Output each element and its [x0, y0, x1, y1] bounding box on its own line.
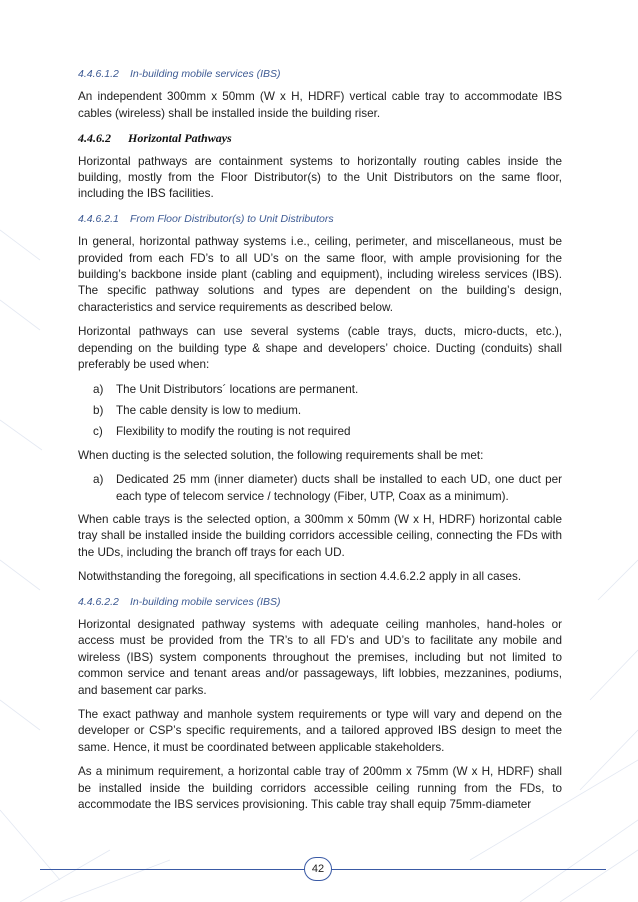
paragraph: Horizontal pathways are containment systems to horizontally routing cables inside the building, mostly from the Floor Distributor(s) to the Unit Distributors on the same floor, including the IBS facilities. [78, 154, 562, 201]
list-marker: c) [93, 425, 103, 439]
paragraph: An independent 300mm x 50mm (W x H, HDRF) vertical cable tray to accommodate IBS cables (wireless) shall be installed inside the building riser. [78, 90, 562, 120]
list-item [78, 382, 562, 398]
list-marker: a) [93, 473, 104, 487]
paragraph: The exact pathway and manhole system requirements or type will vary and depend on the developer or CSP’s specific requirements, and a tailored approved IBS design to meet the same. Hence, it must be coordinated between applicable stakeholders. [78, 708, 562, 754]
section-heading [78, 594, 562, 610]
ordered-list [78, 382, 562, 441]
section-heading [78, 66, 562, 82]
section-heading [78, 130, 562, 146]
page-number: 42 [304, 857, 332, 881]
list-marker: a) [93, 382, 104, 396]
list-item-text: The Unit Distributors´ locations are permanent. [116, 382, 359, 396]
section-number: 4.4.6.1.2 [78, 68, 119, 80]
paragraph: Horizontal designated pathway systems with adequate ceiling manholes, hand-holes or access must be provided from the TR’s to all FD’s and UD’s to facilitate any mobile and wireless (IBS) system components throughout the premises, including but not limited to common service and tenant areas and/or passageways, lift lobbies, mezzanines, podiums, and basement car parks. [78, 617, 562, 697]
paragraph: When ducting is the selected solution, the following requirements shall be met: [78, 448, 484, 462]
section-title: Horizontal Pathways [128, 131, 232, 146]
list-item [78, 472, 562, 505]
list-item [78, 424, 562, 440]
section-title: In-building mobile services (IBS) [130, 68, 281, 80]
list-item [78, 403, 562, 419]
section-number: 4.4.6.2 [78, 131, 111, 146]
paragraph: Notwithstanding the foregoing, all specifications in section 4.4.6.2.2 apply in all cases. [78, 570, 522, 584]
list-item-text: Dedicated 25 mm (inner diameter) ducts shall be installed to each UD, one duct per each type of telecom service / technology (Fiber, UTP, Coax as a minimum). [116, 473, 562, 503]
paragraph: As a minimum requirement, a horizontal cable tray of 200mm x 75mm (W x H, HDRF) shall be installed inside the building corridors accessible ceiling running from the FDs, to accommodate the IBS services provisioning. This cable tray shall equip 75mm-diameter [78, 765, 562, 812]
list-item-text: The cable density is low to medium. [116, 403, 302, 417]
list-item-text: Flexibility to modify the routing is not required [116, 425, 351, 439]
paragraph: Horizontal pathways can use several systems (cable trays, ducts, micro-ducts, etc.), depending on the building type & shape and developers’ choice. Ducting (conduits) shall preferably be used when: [78, 325, 562, 372]
section-number: 4.4.6.2.1 [78, 212, 119, 225]
section-number: 4.4.6.2.2 [78, 595, 119, 608]
document-body [78, 66, 562, 821]
ordered-list [78, 472, 562, 505]
section-title: From Floor Distributor(s) to Unit Distributors [130, 212, 334, 225]
section-title: In-building mobile services (IBS) [130, 595, 281, 608]
paragraph: In general, horizontal pathway systems i.e., ceiling, perimeter, and miscellaneous, must be provided from each FD’s to all UD’s on the same floor, with ample provisioning for the building’s backbone inside plant (cabling and equipment), including wireless services (IBS). The specific pathway solutions and types are dependent on the building’s design, characteristics and service requirements as described below. [78, 235, 562, 314]
paragraph: When cable trays is the selected option, a 300mm x 50mm (W x H, HDRF) horizontal cable tray shall be installed inside the building corridors accessible ceiling, connecting the FDs with the UDs, including the branch off trays for each UD. [78, 512, 562, 559]
section-heading [78, 211, 562, 227]
list-marker: b) [93, 403, 104, 417]
